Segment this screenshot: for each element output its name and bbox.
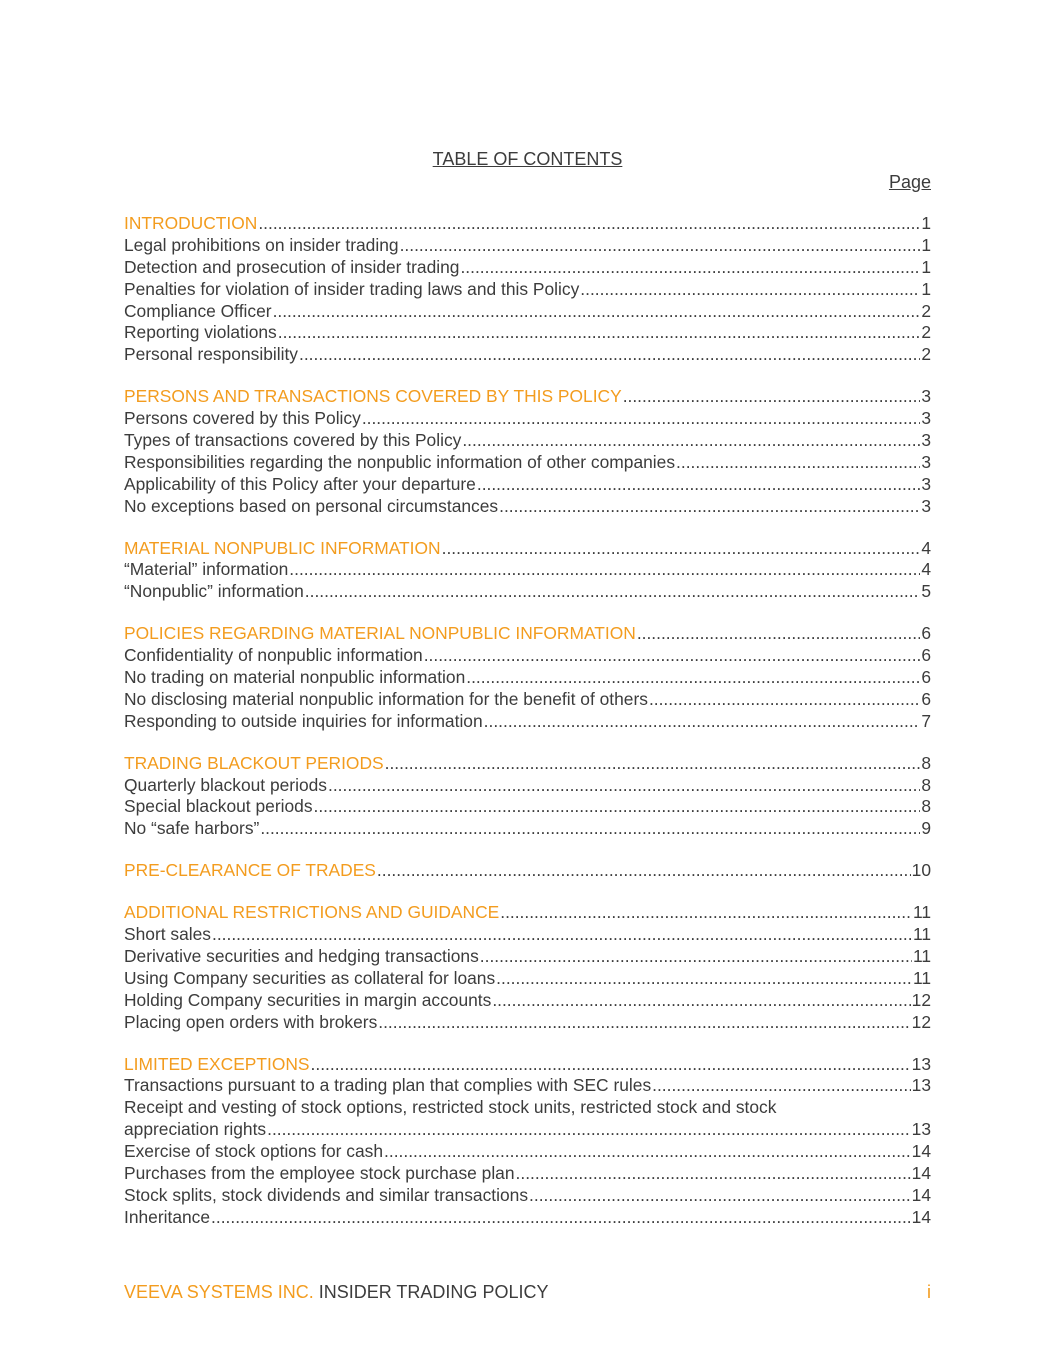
toc-entry-label: Inheritance (124, 1206, 211, 1227)
toc-heading-label: POLICIES REGARDING MATERIAL NONPUBLIC INFORMATION (124, 623, 636, 644)
toc-entry-page: 1 (921, 256, 931, 277)
toc-entry[interactable] (124, 946, 931, 968)
toc-entry[interactable] (124, 796, 931, 818)
dot-leader (258, 213, 920, 235)
toc-entry-page: 12 (911, 1011, 931, 1032)
toc-entry-page: 9 (921, 818, 931, 839)
dot-leader (529, 1185, 911, 1207)
toc-entry[interactable] (124, 279, 931, 301)
toc-entry-label: Penalties for violation of insider trading laws and this Policy (124, 278, 580, 299)
toc-entry-label: Detection and prosecution of insider trading (124, 256, 460, 277)
toc-entry-page: 2 (921, 322, 931, 343)
page-column-label: Page (888, 172, 931, 192)
toc-entry-page: 11 (912, 945, 931, 966)
toc-heading-label: PERSONS AND TRANSACTIONS COVERED BY THIS POLICY (124, 386, 622, 407)
toc-heading[interactable] (124, 860, 931, 882)
toc-entry-label: Derivative securities and hedging transactions (124, 945, 479, 966)
dot-leader (385, 753, 921, 775)
toc-entry-label: Holding Company securities in margin accounts (124, 989, 492, 1010)
toc-entry-page: 3 (921, 430, 931, 451)
dot-leader (649, 689, 920, 711)
toc-entry-label: Persons covered by this Policy (124, 408, 361, 429)
toc-entry-page: 5 (921, 581, 931, 602)
toc-entry-label: Responsibilities regarding the nonpublic information of other companies (124, 451, 676, 472)
toc-heading[interactable] (124, 538, 931, 560)
toc-entry-page: 1 (921, 234, 931, 255)
toc-entry-label: “Nonpublic” information (124, 581, 304, 602)
toc-entry-page: 13 (911, 1075, 931, 1096)
toc-entry[interactable] (124, 711, 931, 733)
toc-entry-label: Transactions pursuant to a trading plan that complies with SEC rules (124, 1075, 652, 1096)
toc-entry-label: Using Company securities as collateral for loans (124, 967, 496, 988)
toc-heading-page: 6 (921, 623, 931, 644)
toc-heading-label: INTRODUCTION (124, 213, 258, 233)
toc-entry-page: 3 (921, 451, 931, 472)
toc-entry-page: 8 (921, 774, 931, 795)
dot-leader (260, 818, 920, 840)
toc-entry-label: Responding to outside inquiries for information (124, 710, 483, 731)
table-of-contents (124, 213, 931, 1249)
toc-entry[interactable] (124, 924, 931, 946)
toc-entry-page: 3 (921, 473, 931, 494)
toc-section (124, 860, 931, 882)
toc-entry-line1[interactable]: Receipt and vesting of stock options, restricted stock units, restricted stock and stock (124, 1097, 777, 1118)
toc-entry-page: 8 (921, 796, 931, 817)
toc-entry[interactable] (124, 968, 931, 990)
toc-entry[interactable] (124, 1207, 931, 1229)
toc-heading-label: PRE-CLEARANCE OF TRADES (124, 860, 376, 881)
toc-entry[interactable] (124, 1163, 931, 1185)
dot-leader (384, 1141, 911, 1163)
dot-leader (311, 1054, 911, 1076)
toc-entry[interactable] (124, 1012, 931, 1034)
toc-section (124, 213, 931, 366)
toc-entry-label: No disclosing material nonpublic information for the benefit of others (124, 688, 648, 709)
toc-entry[interactable] (124, 818, 931, 840)
dot-leader (492, 990, 910, 1012)
toc-entry-page: 3 (921, 495, 931, 516)
toc-heading[interactable] (124, 623, 931, 645)
toc-entry-page: 6 (921, 688, 931, 709)
dot-leader (289, 559, 920, 581)
toc-entry-label: Compliance Officer (124, 300, 272, 321)
toc-entry[interactable] (124, 408, 931, 430)
toc-entry[interactable] (124, 1075, 931, 1097)
toc-heading[interactable] (124, 753, 931, 775)
toc-entry-page: 11 (912, 967, 931, 988)
toc-entry-page: 3 (921, 408, 931, 429)
toc-heading[interactable] (124, 1054, 931, 1076)
toc-entry[interactable] (124, 322, 931, 344)
toc-entry-label: Personal responsibility (124, 344, 298, 365)
toc-entry-label: “Material” information (124, 559, 289, 580)
dot-leader (211, 1207, 911, 1229)
toc-entry-label: appreciation rights (124, 1119, 267, 1140)
toc-heading[interactable] (124, 902, 931, 924)
toc-heading[interactable] (124, 213, 931, 235)
dot-leader (460, 257, 920, 279)
toc-entry-page: 6 (921, 645, 931, 666)
dot-leader (299, 344, 920, 366)
toc-entry[interactable] (124, 990, 931, 1012)
dot-leader (466, 667, 920, 689)
dot-leader (480, 946, 912, 968)
toc-entry[interactable] (124, 667, 931, 689)
dot-leader (462, 430, 920, 452)
dot-leader (424, 645, 921, 667)
toc-entry-page: 2 (921, 344, 931, 365)
dot-leader (442, 538, 921, 560)
toc-heading-page: 3 (921, 386, 931, 407)
toc-heading-page: 11 (912, 902, 931, 923)
toc-entry-label: No trading on material nonpublic information (124, 667, 466, 688)
footer-brand: VEEVA SYSTEMS INC. (124, 1282, 314, 1302)
dot-leader (362, 408, 921, 430)
toc-entry-page: 14 (911, 1162, 931, 1183)
toc-title: TABLE OF CONTENTS (432, 149, 623, 169)
toc-entry-label: Purchases from the employee stock purchase plan (124, 1162, 515, 1183)
dot-leader (676, 452, 920, 474)
toc-entry-label: Types of transactions covered by this Policy (124, 430, 462, 451)
toc-entry-page: 14 (911, 1141, 931, 1162)
toc-entry[interactable] (124, 645, 931, 667)
toc-entry-page: 12 (911, 989, 931, 1010)
toc-entry[interactable] (124, 1185, 931, 1207)
toc-section (124, 386, 931, 517)
dot-leader (278, 322, 921, 344)
toc-entry[interactable] (124, 430, 931, 452)
dot-leader (623, 386, 921, 408)
toc-entry[interactable] (124, 452, 931, 474)
toc-section (124, 1054, 931, 1229)
toc-heading[interactable] (124, 386, 931, 408)
toc-entry-page: 1 (921, 278, 931, 299)
toc-entry[interactable] (124, 257, 931, 279)
toc-entry-page: 14 (911, 1184, 931, 1205)
toc-entry[interactable] (124, 1141, 931, 1163)
dot-leader (496, 968, 912, 990)
toc-entry[interactable] (124, 496, 931, 518)
toc-entry-label: No “safe harbors” (124, 818, 260, 839)
toc-entry-label: Quarterly blackout periods (124, 774, 327, 795)
dot-leader (580, 279, 920, 301)
toc-section (124, 902, 931, 1033)
dot-leader (516, 1163, 911, 1185)
dot-leader (652, 1075, 911, 1097)
toc-entry-label: Reporting violations (124, 322, 277, 343)
toc-entry-label: Placing open orders with brokers (124, 1011, 378, 1032)
dot-leader (305, 581, 921, 603)
dot-leader (400, 235, 921, 257)
toc-entry[interactable] (124, 581, 931, 603)
dot-leader (477, 474, 920, 496)
toc-entry[interactable] (124, 474, 931, 496)
dot-leader (212, 924, 912, 946)
toc-entry-page: 13 (911, 1119, 931, 1140)
dot-leader (377, 860, 911, 882)
toc-entry-page: 11 (912, 924, 931, 945)
toc-entry-label: Confidentiality of nonpublic information (124, 645, 423, 666)
toc-heading-page: 8 (921, 752, 931, 773)
toc-heading-page: 10 (911, 860, 931, 881)
dot-leader (637, 623, 921, 645)
dot-leader (314, 796, 921, 818)
toc-entry-page: 4 (921, 559, 931, 580)
toc-entry-label: Legal prohibitions on insider trading (124, 234, 399, 255)
dot-leader (273, 301, 921, 323)
toc-section (124, 538, 931, 604)
dot-leader (500, 902, 912, 924)
toc-entry-label: Applicability of this Policy after your departure (124, 473, 476, 494)
footer-doc-title: INSIDER TRADING POLICY (318, 1282, 549, 1302)
toc-entry-page: 6 (921, 667, 931, 688)
dot-leader (328, 775, 920, 797)
toc-entry-page: 2 (921, 300, 931, 321)
toc-entry[interactable] (124, 775, 931, 797)
dot-leader (499, 496, 920, 518)
toc-heading-page: 13 (911, 1053, 931, 1074)
toc-entry[interactable] (124, 559, 931, 581)
toc-entry[interactable] (124, 301, 931, 323)
toc-entry-label: Special blackout periods (124, 796, 313, 817)
toc-entry[interactable] (124, 1119, 931, 1141)
toc-heading-label: ADDITIONAL RESTRICTIONS AND GUIDANCE (124, 902, 500, 923)
toc-entry-label: No exceptions based on personal circumstances (124, 495, 499, 516)
toc-heading-label: MATERIAL NONPUBLIC INFORMATION (124, 537, 441, 558)
dot-leader (378, 1012, 910, 1034)
toc-entry[interactable] (124, 235, 931, 257)
toc-heading-label: LIMITED EXCEPTIONS (124, 1053, 310, 1074)
toc-entry-label: Stock splits, stock dividends and similar transactions (124, 1184, 529, 1205)
toc-entry[interactable] (124, 344, 931, 366)
toc-section (124, 623, 931, 732)
toc-heading-label: TRADING BLACKOUT PERIODS (124, 752, 384, 773)
toc-entry[interactable] (124, 689, 931, 711)
dot-leader (267, 1119, 911, 1141)
toc-entry-page: 7 (921, 710, 931, 731)
dot-leader (484, 711, 921, 733)
toc-section (124, 753, 931, 841)
toc-entry-label: Exercise of stock options for cash (124, 1141, 384, 1162)
toc-entry-label: Short sales (124, 924, 211, 945)
toc-heading-page: 4 (921, 537, 931, 558)
toc-heading-page: 1 (921, 213, 931, 233)
footer-page-number: i (927, 1282, 931, 1302)
toc-entry-page: 14 (911, 1206, 931, 1227)
footer (124, 1282, 548, 1303)
